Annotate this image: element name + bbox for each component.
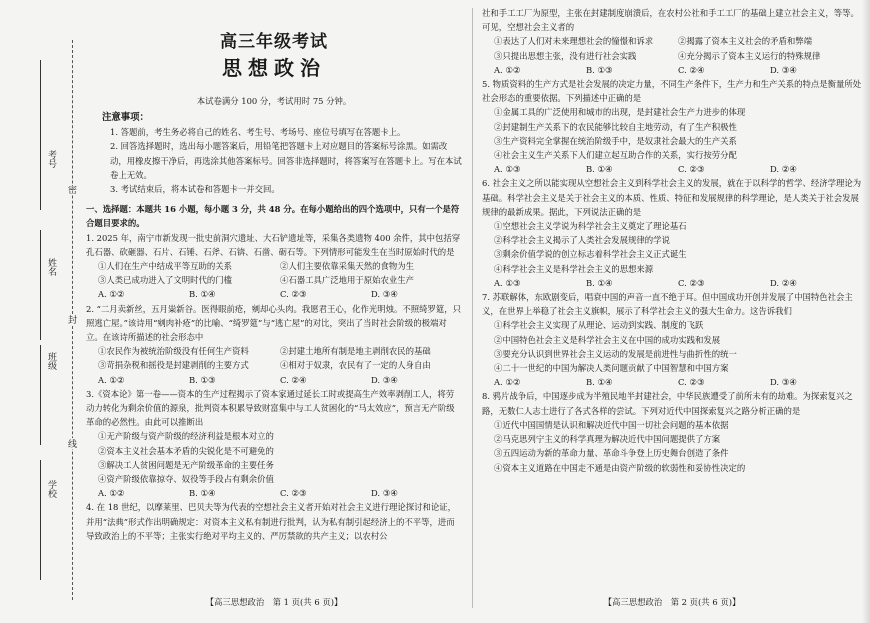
choice-c[interactable]: C. ②③ [280, 289, 307, 300]
choice-c[interactable]: C. ②③ [678, 277, 705, 288]
feng-mark: 封 [66, 315, 76, 324]
question-stem: 3.《资本论》第一卷——资本的生产过程揭示了资本家通过延长工时或提高生产效率剥削工人，将劳动力转化为剩余价值的源泉，批判资本积累导致财富集中与工人贫困化的“马太效应”，预言无产阶级革命的必然性。由此可以推断出 [86, 388, 455, 428]
choice-b[interactable]: B. ①④ [586, 277, 613, 288]
question-7 [482, 290, 862, 389]
question-4-continued: 社和手工工厂为原型，主张在封建制度崩溃后，在农村公社和手工工厂的基础上建立社会主义，等等。可见，空想社会主义者的 [482, 8, 859, 33]
statement-option: ①科学社会主义实现了从理论、运动到实践、制度的飞跃 [494, 320, 704, 331]
class-blank[interactable] [40, 345, 41, 445]
binding-strip [0, 0, 82, 623]
choice-b[interactable]: B. ①④ [189, 289, 216, 300]
question-stem: 5. 物质资料的生产方式是社会发展的决定力量，不同生产条件下，生产力和生产关系的特点是衡量所处社会形态的重要依据。下列描述中正确的是 [482, 79, 862, 104]
choice-d[interactable]: D. ③④ [371, 374, 398, 385]
question-stem: 4. 在 18 世纪，以摩莱里、巴贝夫等为代表的空想社会主义者开始对社会主义进行理论探讨和论证，并用“法典”形式作出明确规定：对资本主义私有制进行批判，认为私有制引起经济上的不平等，进而导致政治上的不平等；主张实行绝对平均主义的、严厉禁欲的共产主义；以农村公 [86, 502, 457, 541]
choice-d[interactable]: D. ②④ [770, 164, 797, 175]
statement-option: ④科学社会主义是科学社会主义的思想来源 [494, 263, 654, 274]
choice-d[interactable]: D. ③④ [770, 64, 797, 75]
exam-info: 本试卷满分 100 分，考试用时 75 分钟。 [196, 96, 352, 106]
statement-option: ③苛捐杂税和摇役是封建剥削的主要方式 [98, 360, 249, 371]
school-blank[interactable] [40, 460, 41, 580]
exam-no-label: 考号 [46, 150, 56, 168]
question-4 [86, 500, 462, 543]
page-2-footer: 【高三思想政治 第 2 页(共 6 页)】 [603, 597, 741, 607]
question-4-options [482, 34, 862, 77]
statement-option: ④石器工具广泛地用于原始农业生产 [280, 275, 414, 286]
statement-option: ③五四运动为新的革命力量、革命斗争登上历史舞台创造了条件 [494, 448, 729, 459]
statement-option: ④社会主义生产关系下人们建立起互助合作的关系，实行按劳分配 [494, 150, 737, 161]
seal-mark: 密 [66, 185, 76, 194]
choice-d[interactable]: D. ②④ [770, 277, 797, 288]
statement-option: ②人们主要依靠采集天然的食物为生 [280, 261, 414, 272]
statement-option: ①表达了人们对未来理想社会的憧憬和诉求 [494, 36, 654, 47]
statement-option: ④资产阶级依靠掠夺、奴役等手段占有剩余价值 [98, 474, 274, 485]
choice-a[interactable]: A. ①③ [494, 277, 521, 288]
choice-b[interactable]: B. ①③ [189, 374, 216, 385]
choice-a[interactable]: A. ①② [494, 377, 521, 388]
notice-item: 2. 回答选择题时，选出每小题答案后，用铅笔把答题卡上对应题目的答案标号涂黑。如需改动，用橡皮擦干净后，再选涂其他答案标号。回答非选择题时，将答案写在答题卡上。写在本试卷上无效。 [110, 141, 462, 180]
question-2 [86, 302, 462, 387]
scan-edge-shadow [862, 0, 870, 623]
statement-option: ③只提出思想主张，没有进行社会实践 [494, 50, 637, 61]
exam-no-blank[interactable] [40, 60, 41, 210]
choice-d[interactable]: D. ③④ [371, 488, 398, 499]
statement-option: ③人类已成功进入了文明时代的门槛 [98, 275, 232, 286]
statement-option: ①人们在生产中结成平等互助的关系 [98, 261, 232, 272]
statement-option: ③解决工人贫困问题是无产阶级革命的主要任务 [98, 459, 274, 470]
statement-option: ③剩余价值学说的创立标志着科学社会主义正式诞生 [494, 249, 687, 260]
choice-b[interactable]: B. ①③ [586, 64, 613, 75]
notice-item: 3. 考试结束后，将本试卷和答题卡一并交回。 [110, 184, 280, 195]
choice-b[interactable]: B. ①④ [586, 164, 613, 175]
statement-option: ①农民作为被统治阶级没有任何生产资料 [98, 346, 249, 357]
choice-a[interactable]: A. ①② [98, 488, 125, 499]
statement-option: ②资本主义社会基本矛盾的尖锐化是不可避免的 [98, 445, 274, 456]
choice-c[interactable]: C. ②④ [678, 64, 705, 75]
statement-option: ①金属工具的广泛使用和城市的出现，是封建社会生产力进步的体现 [494, 107, 746, 118]
statement-option: ②科学社会主义揭示了人类社会发展规律的学说 [494, 235, 670, 246]
choice-a[interactable]: A. ①② [98, 289, 125, 300]
name-blank[interactable] [40, 230, 41, 340]
notice-item: 1. 答题前，考生务必将自己的姓名、考生号、考场号、座位号填写在答题卡上。 [110, 127, 406, 138]
choice-a[interactable]: A. ①② [98, 374, 125, 385]
question-3 [86, 387, 462, 501]
statement-option: ④二十一世纪的中国为解决人类问题贡献了中国智慧和中国方案 [494, 363, 729, 374]
choice-c[interactable]: C. ②③ [280, 488, 307, 499]
statement-option: ②封建制生产关系下的农民能够比较自主地劳动，有了生产积极性 [494, 121, 737, 132]
statement-option: ①空想社会主义学说为科学社会主义奠定了理论基石 [494, 221, 687, 232]
notice-heading: 注意事项： [102, 112, 149, 124]
choice-c[interactable]: C. ②④ [280, 374, 307, 385]
page-divider [472, 8, 473, 608]
choice-c[interactable]: C. ②③ [678, 377, 705, 388]
question-6 [482, 176, 862, 290]
subject-title: 思想政治 [222, 56, 326, 80]
statement-option: ①无产阶级与资产阶级的经济利益是根本对立的 [98, 431, 274, 442]
line-mark: 线 [66, 439, 76, 448]
question-stem: 8. 鸦片战争后，中国逐步成为半殖民地半封建社会，中华民族遭受了前所未有的劫难。为探索复兴之路，无数仁人志士进行了各式各样的尝试。下列对近代中国探索复兴之路分析正确的是 [482, 391, 853, 416]
choice-a[interactable]: A. ①② [494, 64, 521, 75]
question-stem: 1. 2025 年，南宁市新发现一批史前洞穴遗址、大石铲遗址等，采集各类遗物 400 余件，其中包括穿孔石器、砍砸器、石片、石锤、石斧、石锛、石凿、砺石等。下列情形可能发生在当时原始时代的是 [86, 232, 461, 257]
school-label: 学校 [46, 480, 56, 498]
name-label: 姓名 [46, 258, 56, 276]
notice-list [110, 125, 462, 196]
choice-c[interactable]: C. ②③ [678, 164, 705, 175]
question-5 [482, 77, 862, 176]
question-stem: 6. 社会主义之所以能实现从空想社会主义到科学社会主义的发展，就在于以科学的哲学、经济学理论为基础。科学社会主义是关于社会主义的本质、性质、特征和发展规律的科学理论，是人类关于社会发展规律的最新成果。据此，下列说法正确的是 [482, 178, 862, 217]
statement-option: ③要充分认识到世界社会主义运动的发展是前进性与曲折性的统一 [494, 348, 737, 359]
statement-option: ④资本主义道路在中国走不通是由资产阶级的软弱性和妥协性决定的 [494, 462, 746, 473]
question-1 [86, 231, 462, 302]
exam-title: 高三年级考试 [220, 32, 328, 52]
statement-option: ②中国特色社会主义是科学社会主义在中国的成功实践和发展 [494, 334, 721, 345]
page-2-column [482, 6, 862, 475]
statement-option: ①近代中国国情是认识和解决近代中国一切社会问题的基本依据 [494, 419, 729, 430]
statement-option: ②揭露了资本主义社会的矛盾和弊端 [678, 36, 812, 47]
statement-option: ④相对于奴隶，农民有了一定的人身自由 [280, 360, 431, 371]
choice-a[interactable]: A. ①③ [494, 164, 521, 175]
page-1-column [86, 6, 462, 543]
statement-option: ④充分揭示了资本主义运行的特殊规律 [678, 50, 821, 61]
section-heading: 一、选择题：本题共 16 小题，每小题 3 分，共 48 分。在每小题给出的四个选项中，只有一个是符合题目要求的。 [86, 204, 460, 229]
statement-option: ③生产资料完全掌握在统治阶级手中，是奴隶社会最大的生产关系 [494, 135, 737, 146]
class-label: 班级 [46, 352, 56, 370]
choice-b[interactable]: B. ①④ [586, 377, 613, 388]
question-stem: 7. 苏联解体，东欧剧变后，唱衰中国的声音一直不绝于耳。但中国成功开创并发展了中国特色社会主义，在世界上举稳了社会主义旗帜，展示了科学社会主义的强大生命力。这告诉我们 [482, 292, 853, 317]
choice-d[interactable]: D. ③④ [371, 289, 398, 300]
choice-d[interactable]: D. ③④ [770, 377, 797, 388]
page-1-footer: 【高三思想政治 第 1 页(共 6 页)】 [205, 597, 343, 607]
statement-option: ②封建土地所有制是地主剥削农民的基础 [280, 346, 431, 357]
statement-option: ②马克思列宁主义的科学真理为解决近代中国问题提供了方案 [494, 434, 721, 445]
question-stem: 2. “二月卖新丝，五月粜新谷。医得眼前疮，剜却心头肉。我愿君王心，化作光明烛。不照绮罗筵，只照逃亡屋。”该诗用“剜肉补疮”的比喻、“绮罗筵”与“逃亡屋”的对比，突出了当时社会阶级的极端对立。在该诗所描述的社会形态中 [86, 303, 462, 343]
choice-b[interactable]: B. ①④ [189, 488, 216, 499]
question-8 [482, 389, 862, 474]
